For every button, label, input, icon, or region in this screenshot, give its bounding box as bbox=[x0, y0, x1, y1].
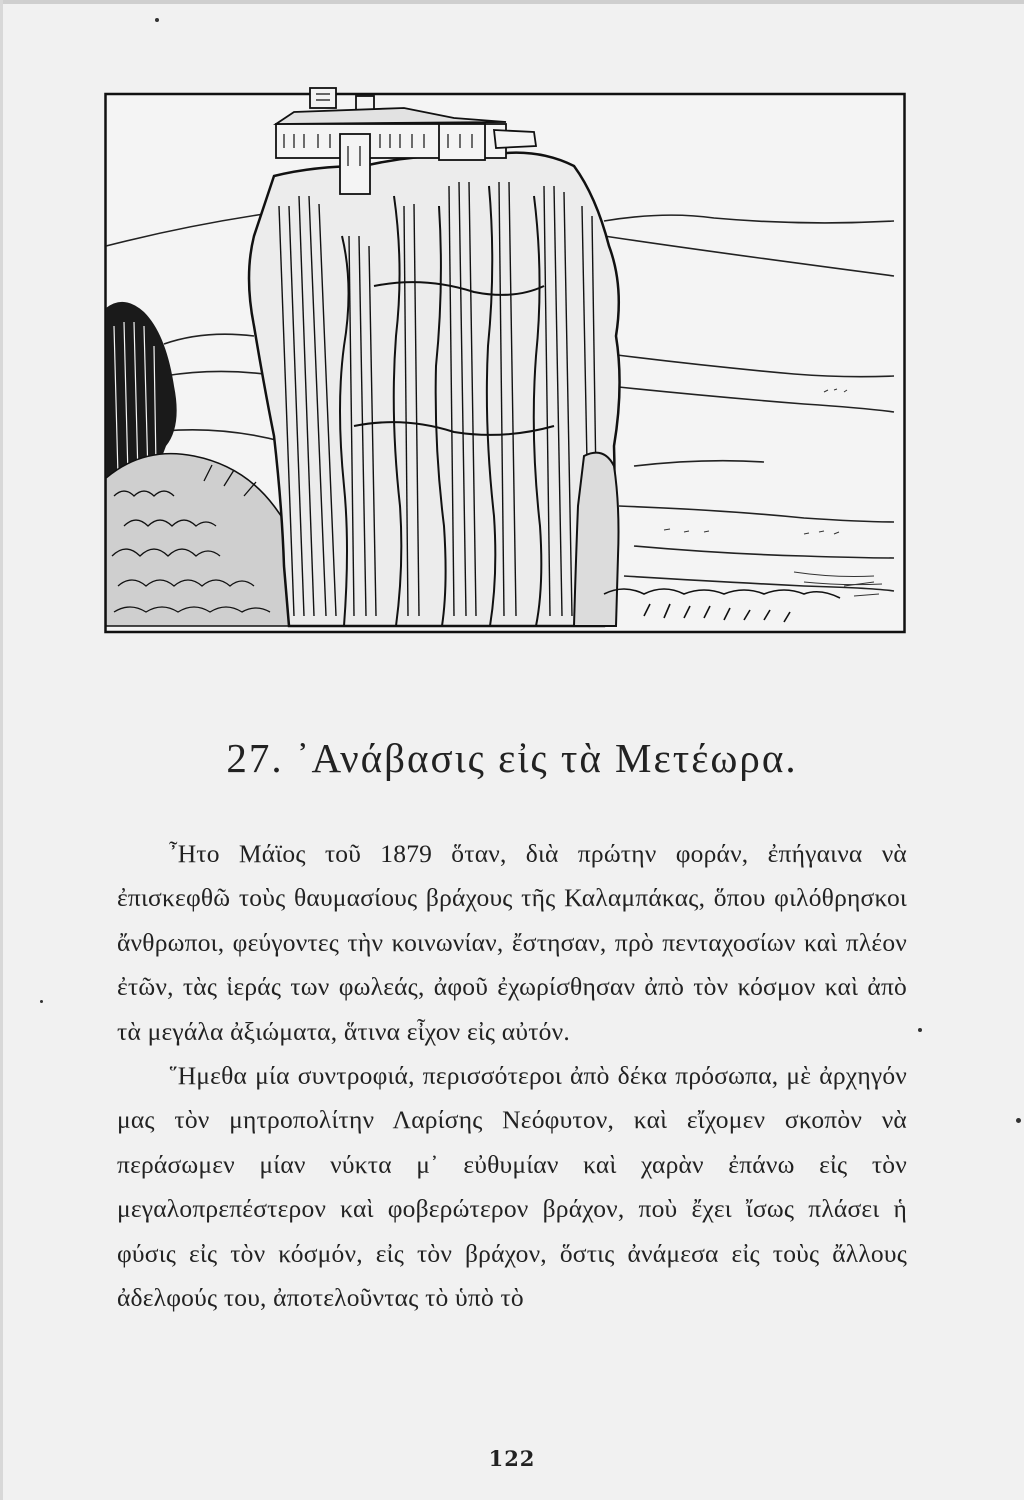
meteora-drawing bbox=[104, 86, 906, 634]
page-top-edge bbox=[0, 0, 1024, 4]
page-number: 122 bbox=[488, 1446, 536, 1471]
paragraph-2: ῞Ημεθα μία συντροφιά, περισσότεροι ἀπὸ δέκα πρόσωπα, μὲ ἀρχηγόν μας τὸν μητροπολίτην Λαρίσης Νεόφυτον, καὶ εἴχομεν σκοπὸν νὰ περάσωμεν μίαν νύκτα μ᾿ εὐθυμίαν καὶ χαρὰν ἐπάνω εἰς τὸν μεγαλοπρεπέστερον καὶ φοβερώτερον βράχον, ποὺ ἔχει ἴσως πλάσει ἡ φύσις εἰς τὸν κόσμόν, εἰς τὸν βράχον, ὅστις ἀνάμεσα εἰς τοὺς ἄλλους ἀδελφούς του, ἀποτελοῦντας τὸ ὑπὸ τὸ bbox=[117, 1061, 907, 1313]
monastery-wing bbox=[340, 134, 370, 194]
paper-speck bbox=[1016, 1118, 1021, 1123]
monastery-annex bbox=[494, 130, 536, 148]
paragraph-1: ῏Ητο Μάϊος τοῦ 1879 ὅταν, διὰ πρώτην φοράν, ἐπήγαινα νὰ ἐπισκεφθῶ τοὺς θαυμασίους βράχους τῆς Καλαμπάκας, ὅπου φιλόθρησκοι ἄνθρωποι, φεύγοντες τὴν κοινωνίαν, ἔστησαν, πρὸ πενταχοσίων καὶ πλέον ἐτῶν, τὰς ἱεράς των φωλεάς, ἀφοῦ ἐχωρίσθησαν ἀπὸ τὸν κόσμον καὶ ἀπὸ τὰ μεγάλα ἀξιώματα, ἅτινα εἶχον εἰς αὐτόν. bbox=[117, 839, 907, 1046]
side-pillar bbox=[574, 453, 619, 626]
meteora-illustration bbox=[104, 86, 906, 634]
body-text bbox=[117, 832, 907, 1320]
paper-speck bbox=[918, 1028, 922, 1032]
monastery-tower bbox=[310, 88, 336, 108]
monastery-side-wing bbox=[439, 124, 485, 160]
paper-speck bbox=[155, 18, 159, 22]
chapter-title: 27. ᾿Ανάβασις εἰς τὰ Μετέωρα. bbox=[226, 735, 798, 781]
paper-speck bbox=[40, 1000, 43, 1003]
